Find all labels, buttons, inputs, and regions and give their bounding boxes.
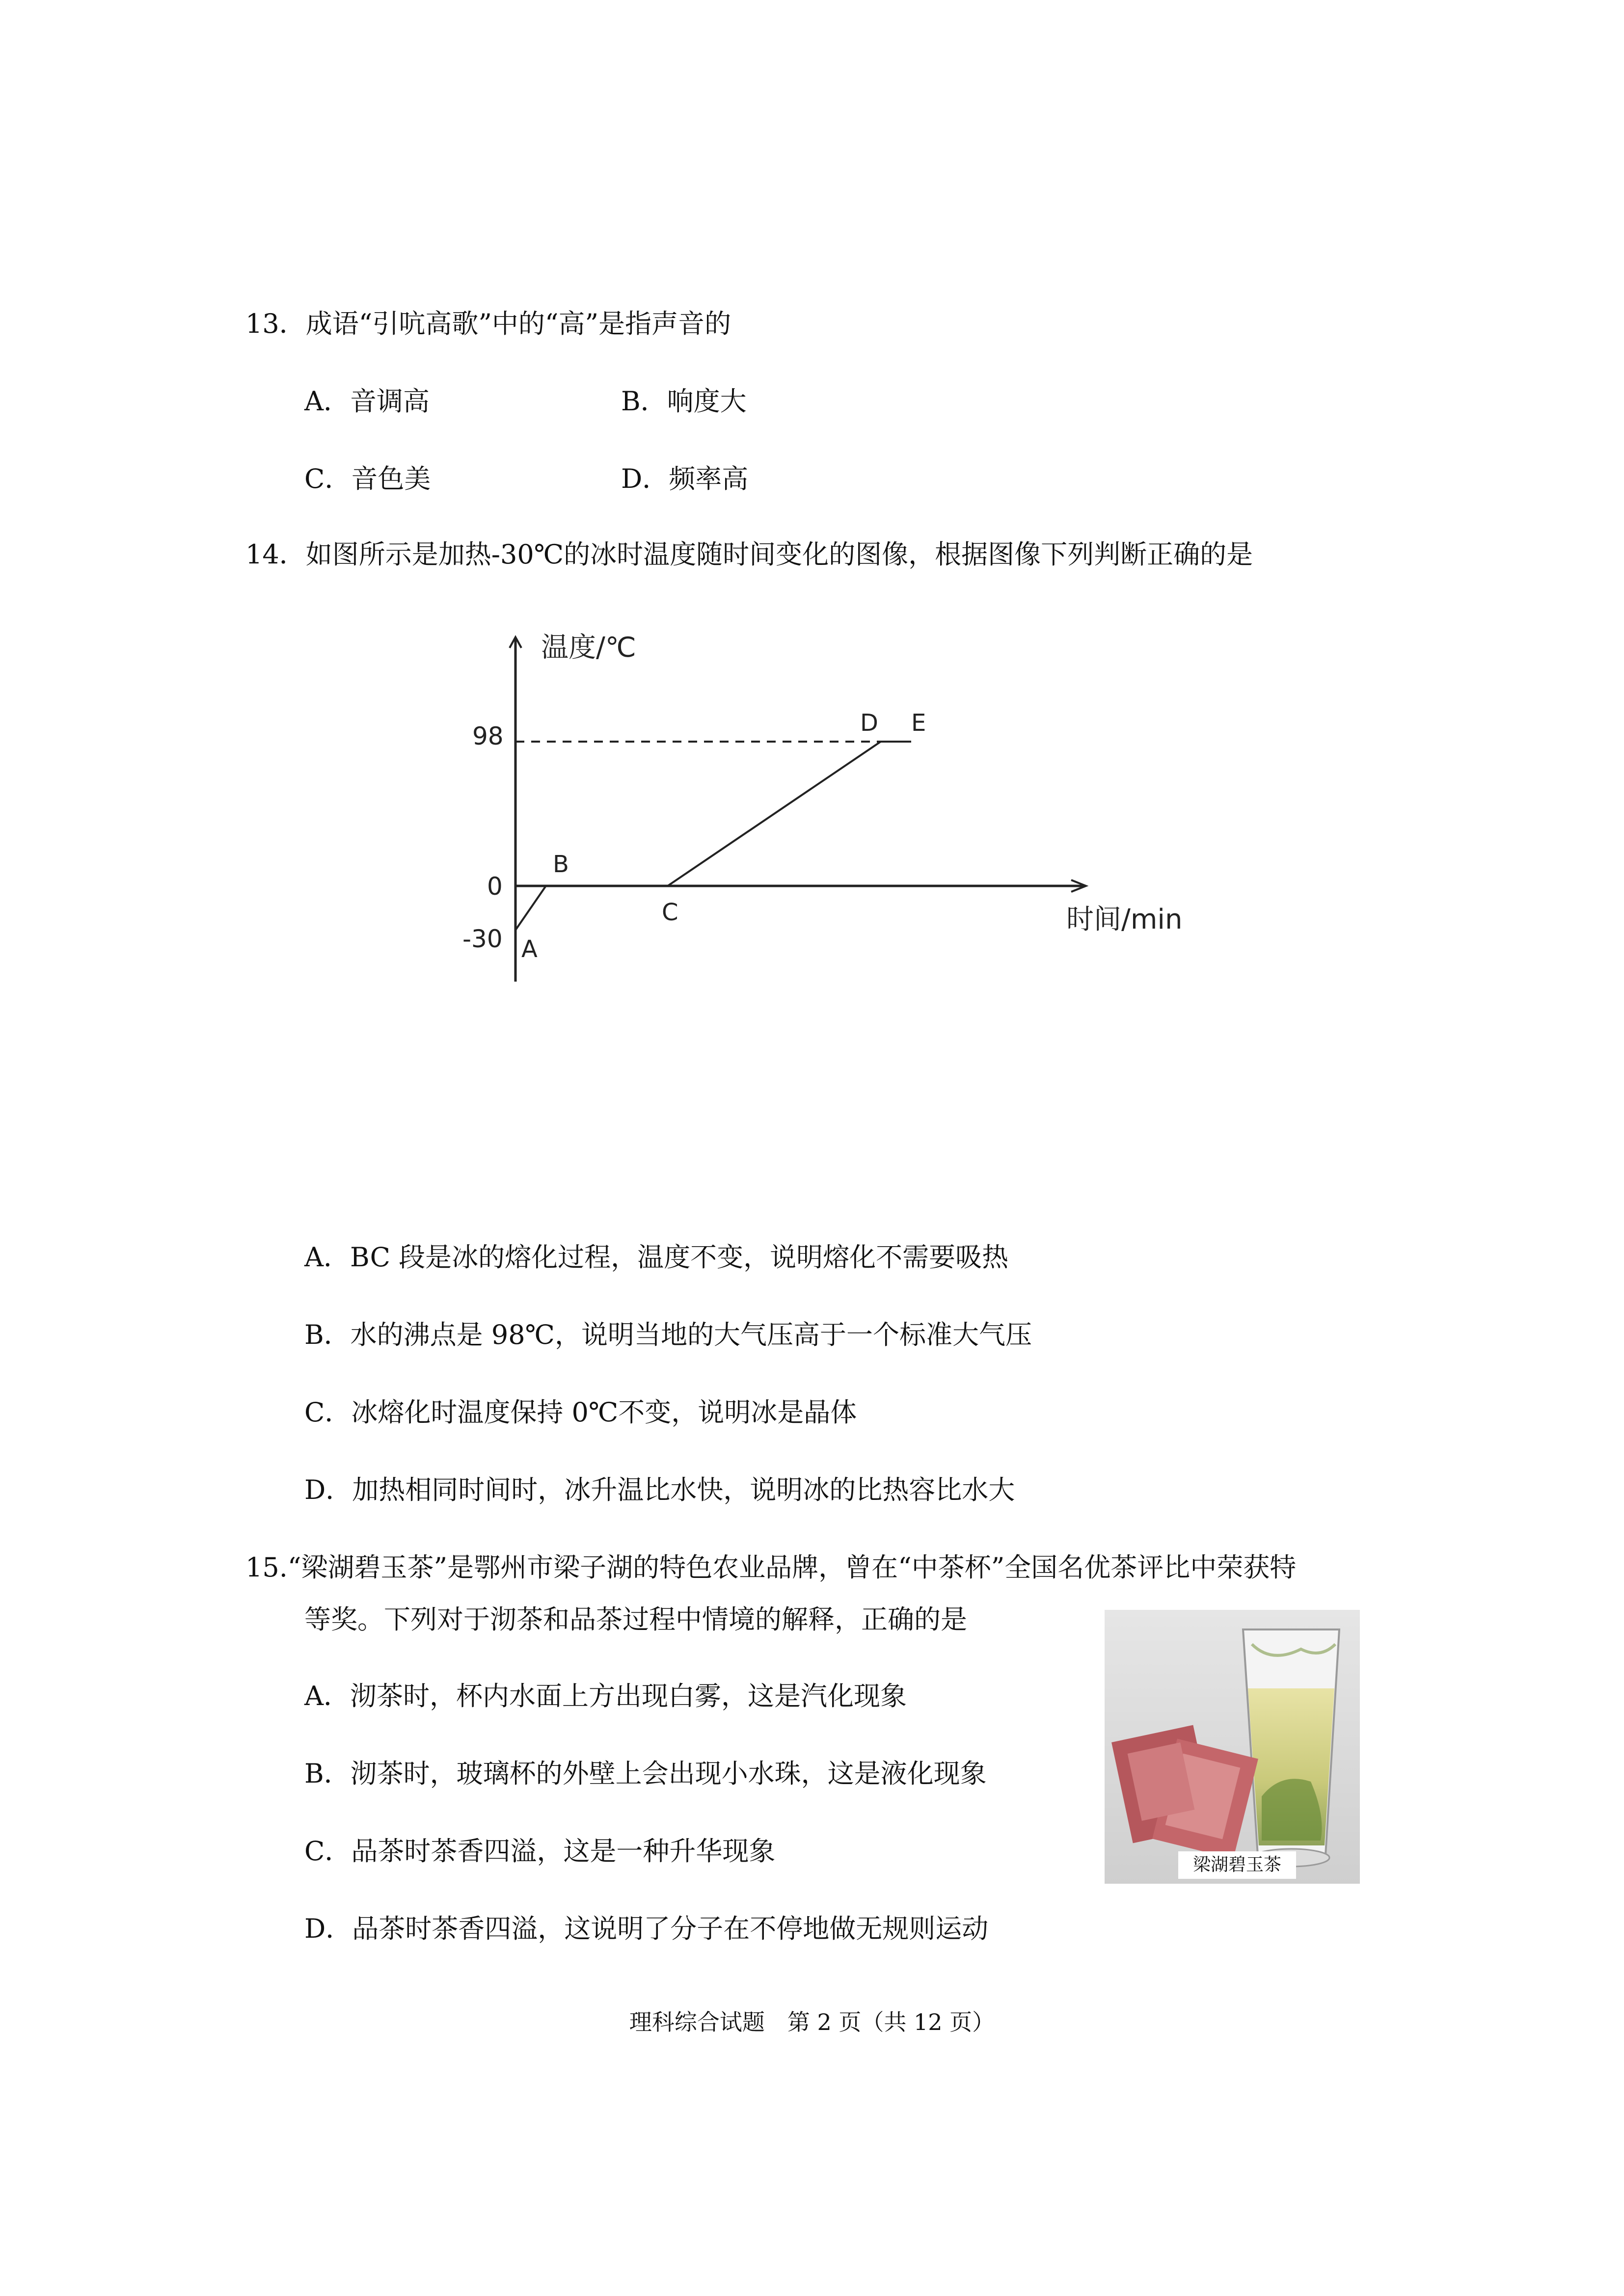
y-tick-minus-30: -30 xyxy=(462,925,503,953)
q15-option-c[interactable]: C．品茶时茶香四溢，这是一种升华现象 xyxy=(304,1836,776,1867)
q13-option-c[interactable]: C．音色美 xyxy=(304,463,431,494)
q14-option-d[interactable]: D．加热相同时间时，冰升温比水快，说明冰的比热容比水大 xyxy=(304,1474,1015,1505)
q13-option-d[interactable]: D．频率高 xyxy=(621,463,749,494)
q14-option-a[interactable]: A．BC 段是冰的熔化过程，温度不变，说明熔化不需要吸热 xyxy=(304,1242,1009,1273)
point-label-E: E xyxy=(911,709,926,737)
q15-option-b[interactable]: B．沏茶时，玻璃杯的外壁上会出现小水珠，这是液化现象 xyxy=(304,1758,987,1789)
point-label-D: D xyxy=(860,709,878,737)
photo-caption: 梁湖碧玉茶 xyxy=(1192,1855,1282,1875)
q14-option-b[interactable]: B．水的沸点是 98℃，说明当地的大气压高于一个标准大气压 xyxy=(304,1319,1032,1350)
x-axis-label: 时间/min xyxy=(1066,904,1183,935)
temperature-time-chart xyxy=(452,618,1218,1001)
point-label-C: C xyxy=(662,899,678,926)
tea-photo xyxy=(1105,1610,1360,1884)
q14-stem: 14．如图所示是加热-30℃的冰时温度随时间变化的图像，根据图像下列判断正确的是 xyxy=(245,539,1253,570)
q13-option-b[interactable]: B．响度大 xyxy=(621,386,747,417)
y-tick-0: 0 xyxy=(487,872,503,901)
point-label-B: B xyxy=(553,851,569,878)
q13-option-a[interactable]: A．音调高 xyxy=(304,386,430,417)
point-label-A: A xyxy=(521,935,538,963)
q14-option-c[interactable]: C．冰熔化时温度保持 0℃不变，说明冰是晶体 xyxy=(304,1397,857,1428)
y-axis-label: 温度/℃ xyxy=(541,632,636,664)
segment-CD xyxy=(668,742,881,886)
q15-option-d[interactable]: D．品茶时茶香四溢，这说明了分子在不停地做无规则运动 xyxy=(304,1913,989,1944)
y-tick-98: 98 xyxy=(472,722,504,750)
q13-stem: 13．成语“引吭高歌”中的“高”是指声音的 xyxy=(245,308,731,339)
page-footer: 理科综合试题 第 2 页（共 12 页） xyxy=(629,2009,995,2035)
q15-stem-line2: 等奖。下列对于沏茶和品茶过程中情境的解释，正确的是 xyxy=(304,1604,967,1635)
q15-stem-line1: 15.“梁湖碧玉茶”是鄂州市梁子湖的特色农业品牌，曾在“中茶杯”全国名优茶评比中荣获特 xyxy=(245,1552,1297,1583)
segment-AB xyxy=(515,886,546,930)
q15-option-a[interactable]: A．沏茶时，杯内水面上方出现白雾，这是汽化现象 xyxy=(304,1681,907,1711)
